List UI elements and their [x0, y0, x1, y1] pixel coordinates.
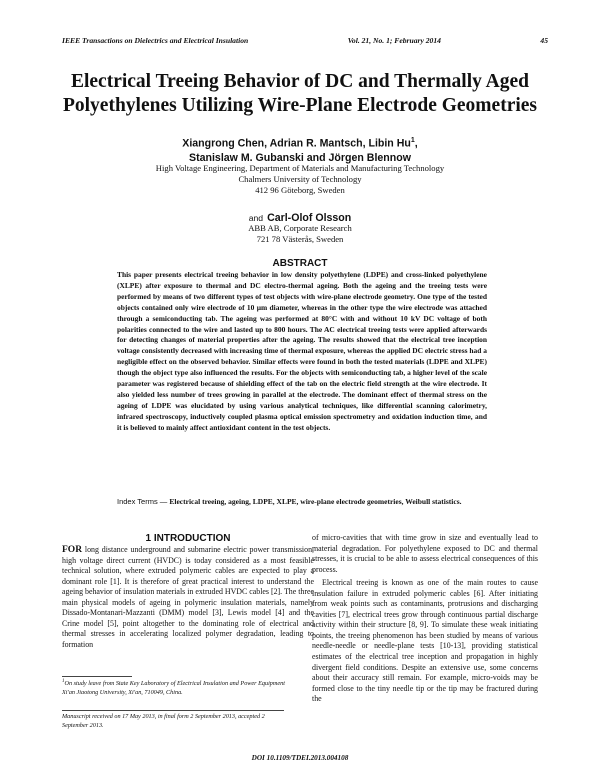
affiliation-company-address: 721 78 Västerås, Sweden — [256, 234, 344, 244]
title-line-2: Polyethylenes Utilizing Wire-Plane Electrode Geometries — [62, 95, 538, 116]
running-header — [62, 36, 548, 45]
affiliation-university: Chalmers University of Technology — [238, 174, 362, 184]
authors-names-1: Xiangrong Chen, Adrian R. Mantsch, Libin Hu — [182, 137, 411, 150]
column-left — [62, 545, 314, 650]
intro-paragraph-2: of micro-cavities that with time grow in size and eventually lead to material degradation. For polyethylene exposed to DC and thermal stresses, it is crucial to be able to assess electrical consequences of this process. — [312, 533, 538, 574]
manuscript-note: Manuscript received on 17 May 2013, in final form 2 September 2013, accepted 2 September 2013. — [62, 713, 265, 729]
footnote-mark: 1 — [62, 679, 65, 684]
abstract-text: This paper presents electrical treeing behavior in low density polyethylene (LDPE) and cross-linked polyethylene (XLPE) after exposure to thermal and DC electro-thermal ageing. Both the ageing and the treeing tests were performed by means of two different types of test objects with wire-plane electrode geometry. One type of the tested objects contained only wire electrode of 10 µm diameter, whereas in the other type the wire electrode was attached through a semiconducting tab. The ageing was performed at 80°C with and without 10 kV DC voltage of both polarities connected to the wire and lasted up to 800 hours. The AC electrical treeing tests were applied afterwards for detecting changes of material properties after the ageing. The results showed that the electrical tree inception voltage consistently decreased with increasing time of thermal exposure, whereas the applied DC electric stress had a negligible effect on the observed behavior. Similar effects were found in both the tested materials (LDPE and XLPE) though the object type also influenced the results. For the objects with semiconducting tab, a higher level of the scale parameter was registered because of shielding effect of the tab on the electric field strength at the wire electrode. It also yielded less number of trees growing in parallel at the electrode. The dominant effect of thermal stress on the ageing of LDPE was elucidated by using various analytical techniques, like differential scanning calorimetry, infrared spectroscopy, inductively coupled plasma optical emission spectrometry and oxidation induction time, and it is believed to mainly affect antioxidant content in the test objects. — [117, 270, 487, 432]
index-terms-text: Electrical treeing, ageing, LDPE, XLPE, wire-plane electrode geometries, Weibull statistics. — [169, 497, 462, 506]
index-terms-label: Index Terms — — [117, 497, 170, 506]
authors-line-1: Xiangrong Chen, Adrian R. Mantsch, Libin Hu$^1$, — [182, 137, 418, 150]
introduction-heading: 1 INTRODUCTION — [145, 533, 231, 544]
affiliation-address: 412 96 Göteborg, Sweden — [255, 185, 345, 195]
affiliation-company: ABB AB, Corporate Research — [248, 223, 352, 233]
affiliation-1 — [0, 163, 600, 196]
column-right — [312, 533, 538, 705]
title-line-1: Electrical Treeing Behavior of DC and Thermally Aged — [70, 71, 530, 92]
abstract-heading: ABSTRACT — [272, 258, 328, 269]
affiliation-2 — [0, 223, 600, 245]
affiliation-dept: High Voltage Engineering, Department of Materials and Manufacturing Technology — [155, 163, 445, 173]
doi-footer: DOI 10.1109/TDEI.2013.004108 — [251, 754, 349, 762]
author-list — [0, 134, 600, 165]
paper-title — [40, 70, 560, 118]
author-olsson: Carl-Olof Olsson — [267, 212, 352, 224]
volume-info: Vol. 21, No. 1; February 2014 — [347, 36, 441, 45]
journal-name: IEEE Transactions on Dielectrics and Electrical Insulation — [62, 36, 249, 45]
intro-paragraph-3: Electrical treeing is known as one of the main routes to cause insulation failure in extruded polymeric cables [6]. After initiating from weak points such as contaminants, protrusions and discharging cavities [7], electrical trees grow through continuous partial discharge activity within their structure [8, 9]. To simulate these weak initiating points, the treeing phenomenon has been studied by means of various needle-needle or needle-plane tests [10-13], providing statistical estimates of the electrical tree inception and propagation in highly divergent field conditions. Despite an extensive use, some concerns about their accuracy still remain. For example, micro-voids may be formed close to the tiny needle tip or the tip may be fractured during the — [312, 578, 538, 704]
manuscript-divider — [62, 710, 284, 711]
footnote-divider — [62, 676, 132, 677]
index-terms — [117, 497, 487, 508]
author-footnote-mark: 1 — [410, 137, 415, 144]
and-word: and — [248, 213, 264, 223]
footnote-text: On study leave from State Key Laboratory of Electrical Insulation and Power Equipment Xi'an Jiaotong University, Xi'an, 710049, China. — [62, 680, 285, 696]
intro-lead-word: FOR — [62, 545, 83, 555]
intro-paragraph-1: long distance underground and submarine electric power transmission, high voltage direct current (HVDC) is today considered as a most feasible technical solution, where extruded polymeric cables are expected to play a dominant role [1]. It is therefore of great practical interest to understand the ageing behavior of insulation materials in extruded HVDC cables [2]. The three main physical models of ageing in polymeric insulation materials, namely Dissado-Montanari-Mazzanti (DMM) model [3], Lewis model [4] and the Crine model [5], point altogether to the dominating role of electrical and thermal stresses in accelerating localized polymer degradation, leading to formation — [62, 545, 314, 649]
footnote — [62, 678, 292, 697]
authors-line-2: Stanislaw M. Gubanski and Jörgen Blennow — [189, 151, 411, 164]
page-number: 45 — [540, 36, 548, 45]
